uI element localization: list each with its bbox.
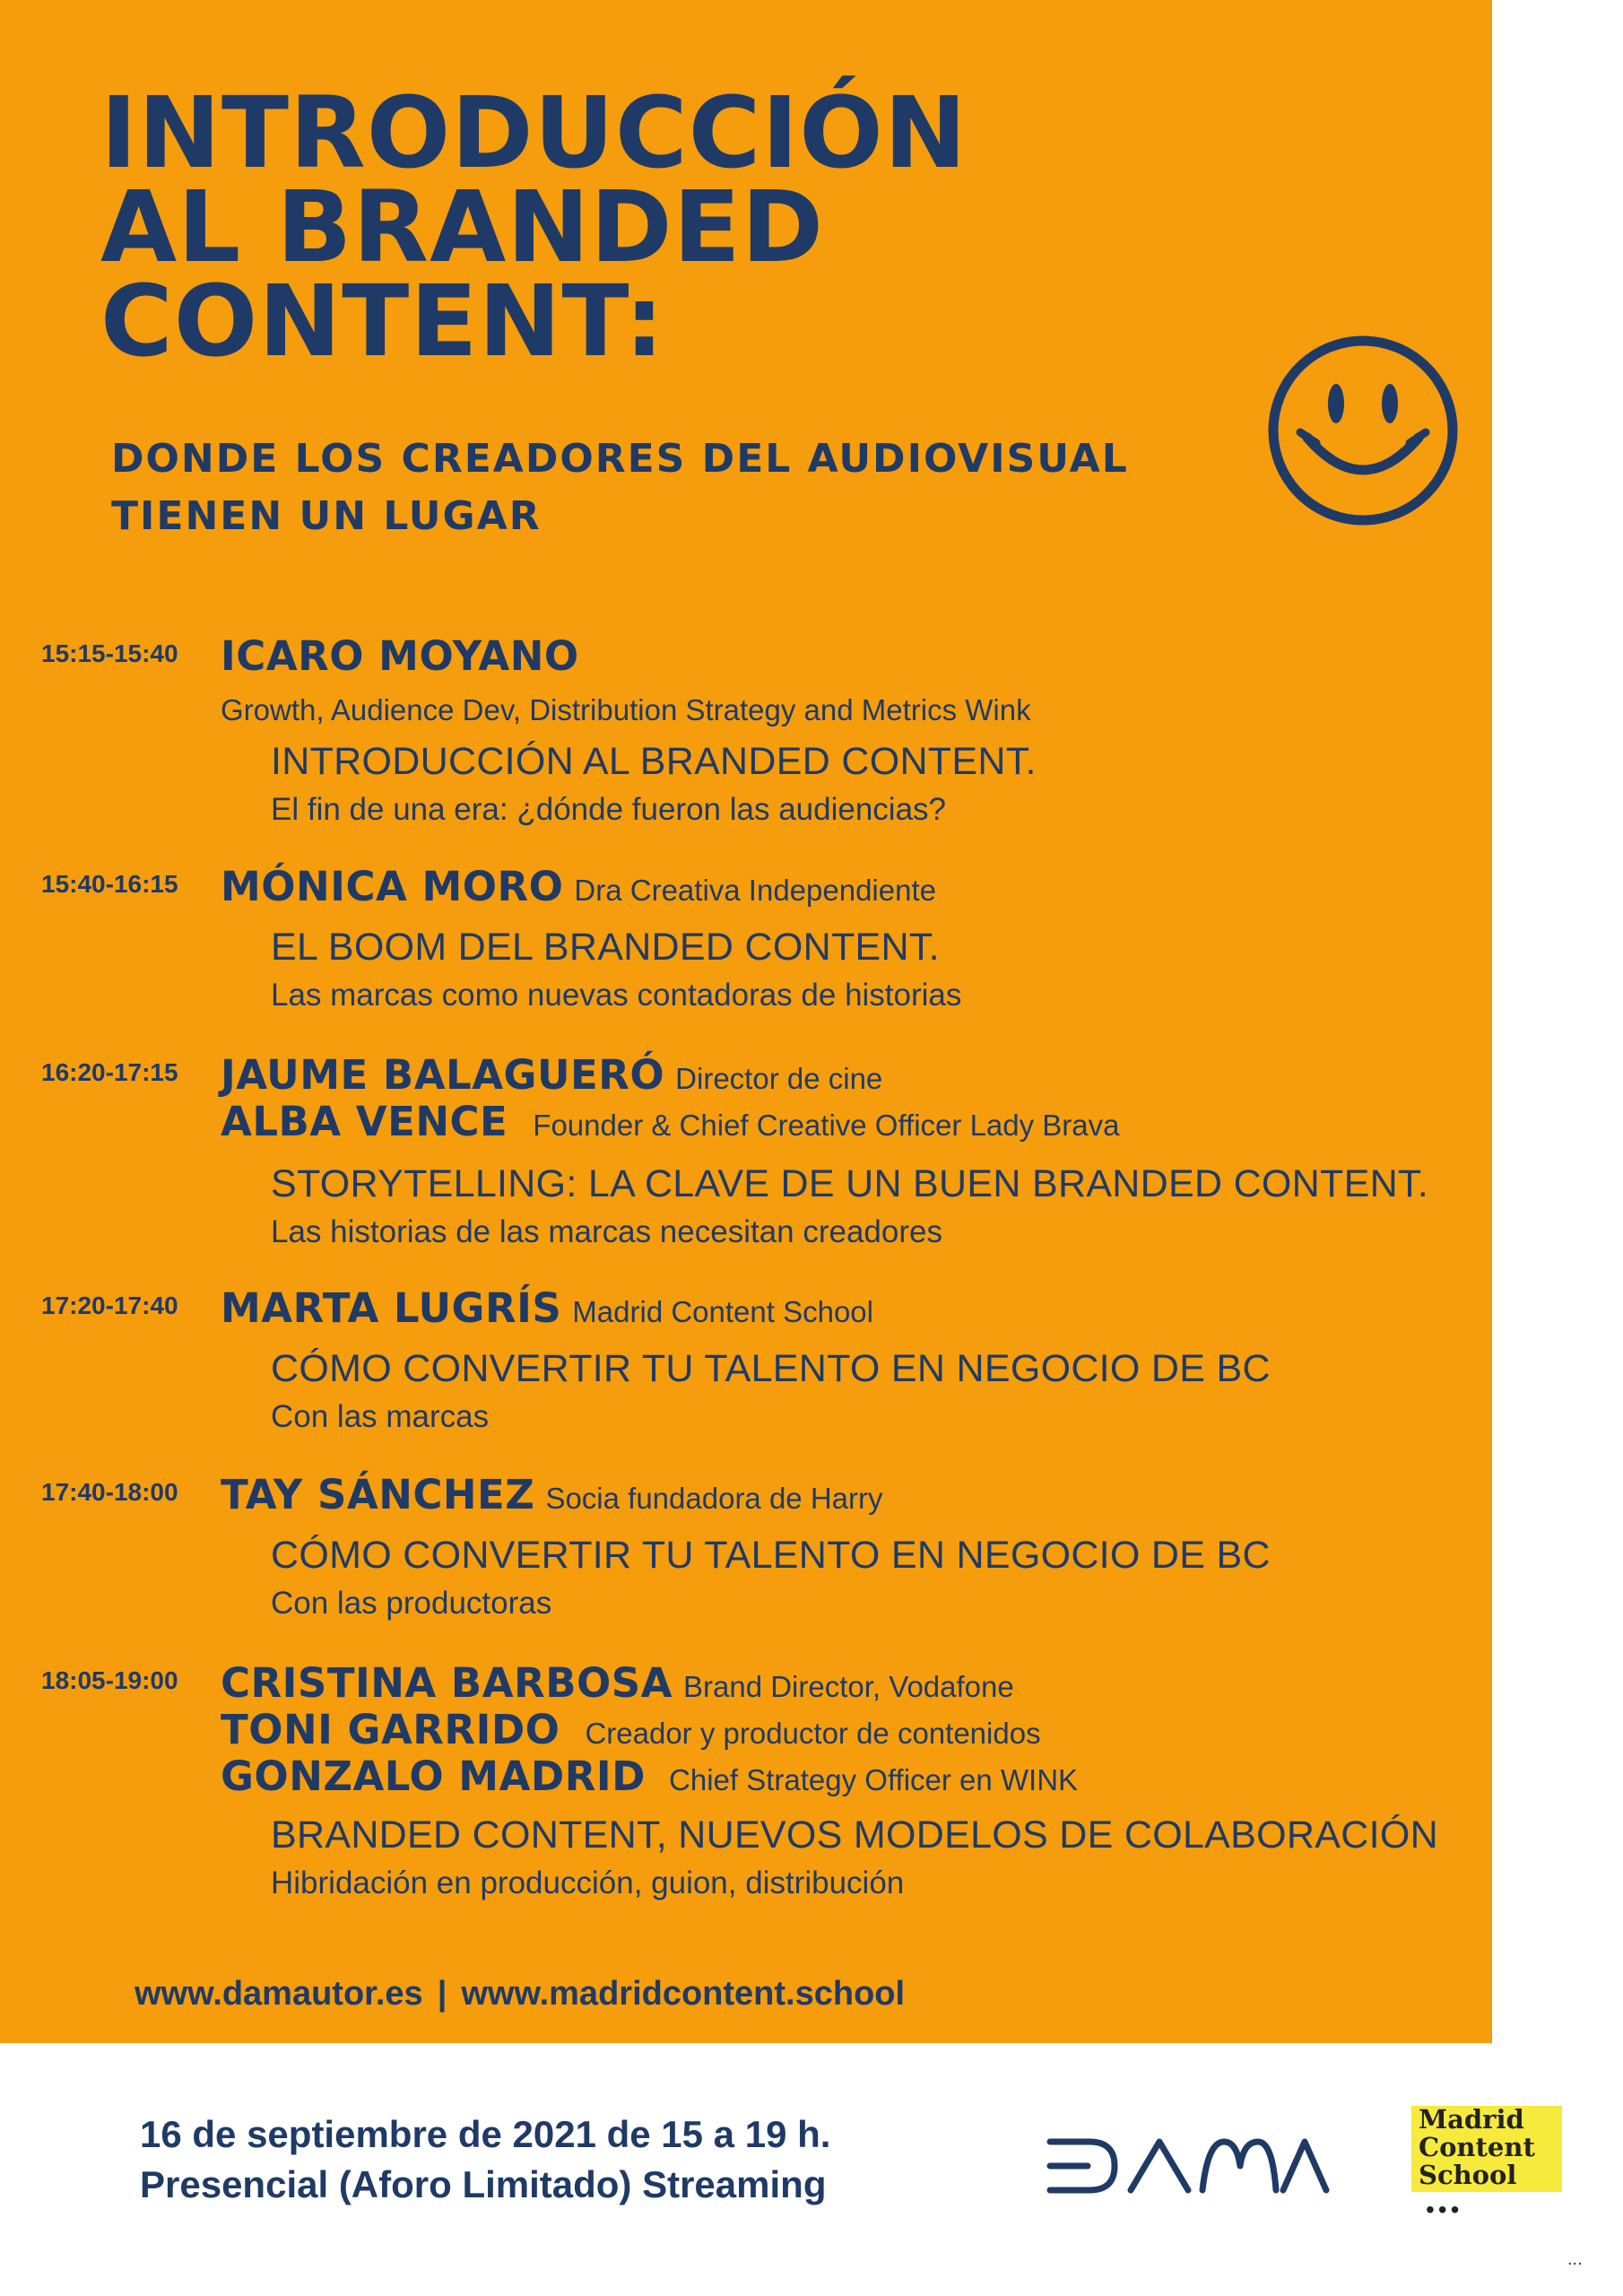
session-time: 17:40-18:00 (41, 1478, 178, 1506)
talk-title: CÓMO CONVERTIR TU TALENTO EN NEGOCIO DE BC (271, 1534, 1271, 1577)
link-separator: | (437, 1975, 447, 2013)
talk-title: INTRODUCCIÓN AL BRANDED CONTENT. (271, 740, 1037, 783)
corner-mark: ... (1567, 2249, 1583, 2269)
logo-dots: ••• (1426, 2196, 1463, 2223)
session-speaker (221, 1659, 1014, 1707)
smiley-face-icon (1264, 332, 1462, 529)
session-speaker (221, 1471, 883, 1518)
speaker-name: TAY SÁNCHEZ (221, 1471, 535, 1518)
poster-title (100, 75, 968, 378)
talk-subtitle: El fin de una era: ¿dónde fueron las audiencias? (271, 792, 947, 827)
title-line-3: CONTENT: (100, 264, 665, 378)
madridcontent-link[interactable]: www.madridcontent.school (461, 1975, 906, 2013)
speaker-role: Creador y productor de contenidos (585, 1717, 1041, 1750)
session-speaker (221, 863, 936, 910)
session-time: 17:20-17:40 (41, 1292, 178, 1319)
speaker-name: ALBA VENCE (221, 1098, 508, 1145)
speaker-role: Dra Creativa Independiente (574, 874, 936, 907)
logo-line-2: Content (1419, 2132, 1535, 2162)
subtitle-line-2: TIENEN UN LUGAR (111, 493, 542, 539)
speaker-role: Socia fundadora de Harry (545, 1482, 883, 1515)
session-speaker (221, 1098, 1120, 1145)
session-speaker (221, 1752, 1078, 1800)
speaker-role: Director de cine (675, 1062, 883, 1095)
talk-subtitle: Hibridación en producción, guion, distribución (271, 1866, 905, 1900)
talk-title: CÓMO CONVERTIR TU TALENTO EN NEGOCIO DE BC (271, 1347, 1271, 1390)
speaker-role: Brand Director, Vodafone (683, 1670, 1014, 1703)
title-line-1: INTRODUCCIÓN (100, 75, 968, 190)
talk-subtitle: Las marcas como nuevas contadoras de historias (271, 978, 962, 1013)
event-date: 16 de septiembre de 2021 de 15 a 19 h. (140, 2113, 831, 2155)
title-line-2: AL BRANDED (100, 170, 825, 284)
talk-title: BRANDED CONTENT, NUEVOS MODELOS DE COLABORACIÓN (271, 1813, 1438, 1857)
talk-subtitle: Las historias de las marcas necesitan creadores (271, 1214, 942, 1249)
session-speaker (221, 1051, 882, 1099)
session-time: 18:05-19:00 (41, 1666, 178, 1694)
speaker-role: Chief Strategy Officer en WINK (669, 1763, 1079, 1796)
session-speaker (221, 1706, 1041, 1753)
speaker-name: GONZALO MADRID (221, 1752, 647, 1800)
logo-line-3: School (1419, 2160, 1517, 2190)
session-time: 16:20-17:15 (41, 1058, 178, 1086)
session-time: 15:40-16:15 (41, 870, 178, 898)
session-time: 15:15-15:40 (41, 639, 178, 667)
speaker-name: ICARO MOYANO (221, 632, 579, 680)
session-speaker (221, 1284, 873, 1332)
website-links (135, 1975, 905, 2013)
talk-subtitle: Con las marcas (271, 1399, 490, 1434)
speaker-name: JAUME BALAGUERÓ (221, 1051, 665, 1099)
talk-title: EL BOOM DEL BRANDED CONTENT. (271, 926, 940, 969)
speaker-name: TONI GARRIDO (221, 1706, 560, 1753)
talk-subtitle: Con las productoras (271, 1586, 552, 1621)
event-mode: Presencial (Aforo Limitado) Streaming (140, 2163, 827, 2205)
event-info (140, 2109, 830, 2210)
poster-subtitle (111, 430, 1129, 545)
madrid-content-school-logo (1406, 2100, 1567, 2223)
talk-title: STORYTELLING: LA CLAVE DE UN BUEN BRANDED CONTENT. (271, 1162, 1428, 1205)
speaker-role: Madrid Content School (572, 1295, 873, 1328)
speaker-name: MARTA LUGRÍS (221, 1284, 562, 1332)
speaker-name: MÓNICA MORO (221, 863, 564, 910)
logo-line-1: Madrid (1419, 2104, 1524, 2135)
session-speaker (221, 632, 579, 680)
speaker-role: Founder & Chief Creative Officer Lady Brava (533, 1109, 1120, 1142)
speaker-role: Growth, Audience Dev, Distribution Strategy and Metrics Wink (221, 693, 1031, 726)
damautor-link[interactable]: www.damautor.es (135, 1975, 423, 2013)
logo-text (1419, 2106, 1535, 2189)
subtitle-line-1: DONDE LOS CREADORES DEL AUDIOVISUAL (111, 436, 1129, 482)
dama-logo-icon (1045, 2135, 1332, 2197)
speaker-name: CRISTINA BARBOSA (221, 1659, 673, 1707)
